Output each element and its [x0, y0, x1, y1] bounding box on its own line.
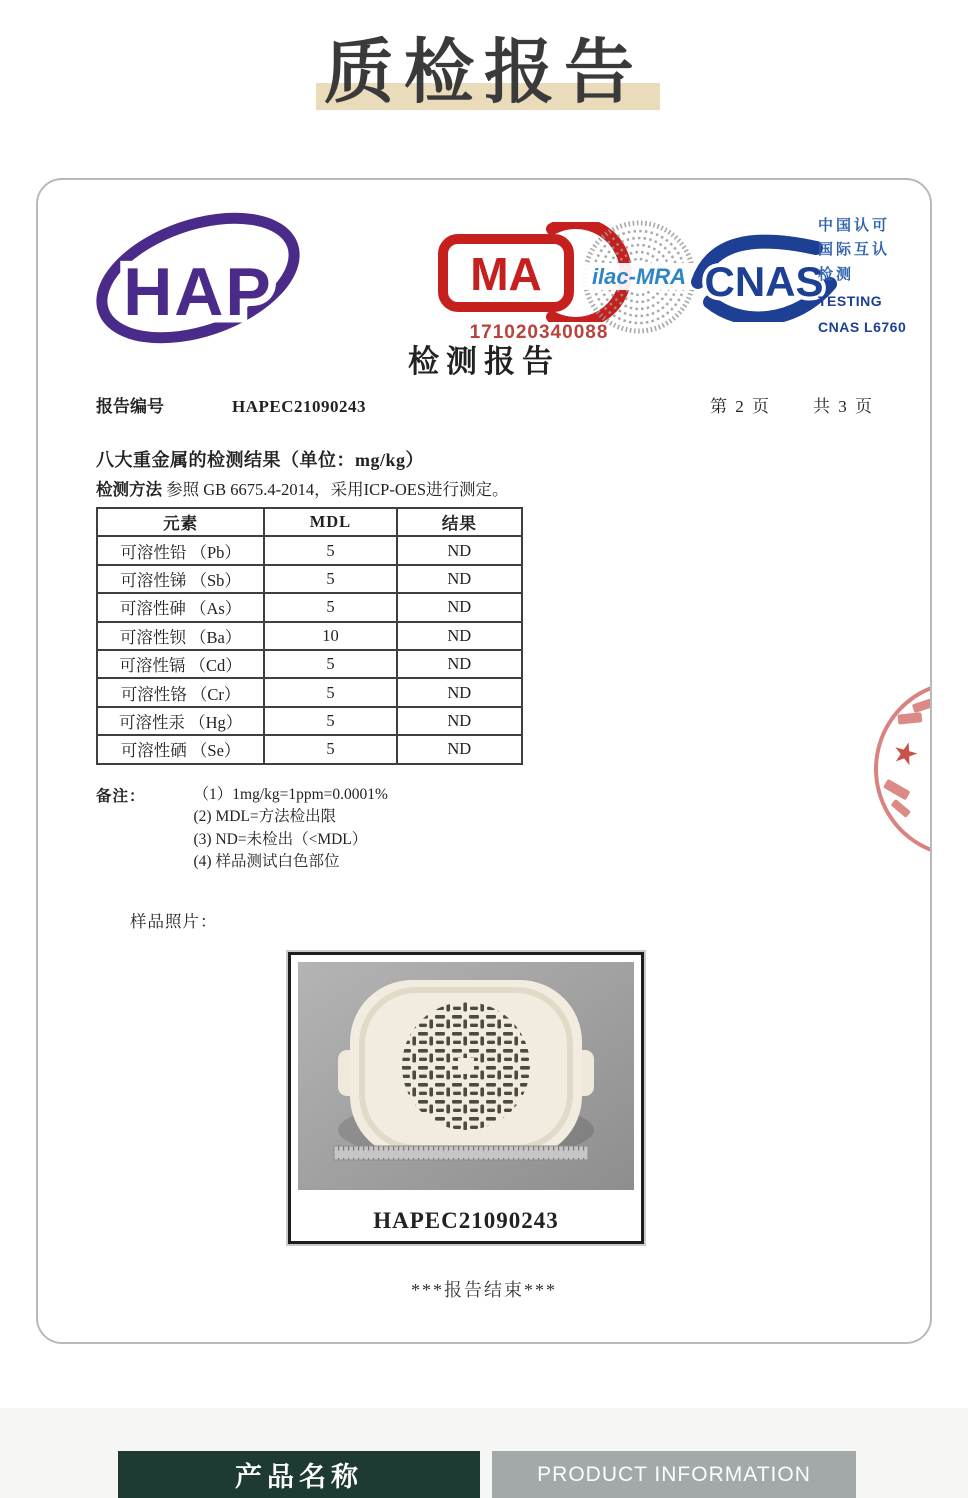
results-cell: 5 — [264, 565, 396, 593]
accreditation-line-en: TESTING — [818, 292, 883, 309]
remarks-label: 备注： — [96, 788, 146, 805]
results-header-cell: 结果 — [397, 508, 522, 536]
results-row — [97, 735, 522, 763]
page-title-text: 质检报告 — [324, 33, 644, 111]
red-seal-stamp — [853, 659, 932, 879]
results-cell: 10 — [264, 622, 396, 650]
results-cell: 可溶性铬 （Cr） — [97, 678, 264, 706]
results-cell: 5 — [264, 678, 396, 706]
accreditation-line: 中国认可 — [818, 217, 891, 234]
remarks-lines — [194, 784, 388, 873]
report-card — [36, 178, 932, 1344]
remark-line: (3) ND=未检出（<MDL） — [193, 830, 368, 848]
accreditation-line-en: CNAS L6760 — [818, 318, 907, 335]
results-cell: ND — [397, 650, 522, 678]
page-current: 第 2 页 — [710, 397, 771, 416]
stamp-fragment — [897, 712, 922, 724]
method-line — [96, 476, 509, 500]
results-cell: ND — [397, 565, 522, 593]
results-cell: 可溶性硒 （Se） — [97, 735, 264, 763]
results-row — [97, 707, 522, 735]
results-cell: ND — [397, 707, 522, 735]
results-cell: 可溶性汞 （Hg） — [97, 707, 264, 735]
results-cell: 可溶性镉 （Cd） — [97, 650, 264, 678]
results-cell: 可溶性钡 （Ba） — [97, 622, 264, 650]
results-table-body — [97, 536, 522, 763]
hap-logo-text: HAP — [123, 254, 273, 330]
results-header-row — [97, 508, 522, 536]
results-cell: 5 — [264, 707, 396, 735]
document-title: 检测报告 — [408, 344, 560, 379]
sample-photo-label: 样品照片： — [130, 912, 218, 931]
results-cell: ND — [397, 678, 522, 706]
results-cell: ND — [397, 593, 522, 621]
cnas-logo-text: CNAS — [704, 258, 824, 305]
method-text: 参照 GB 6675.4-2014，采用ICP-OES进行测定。 — [162, 480, 509, 499]
results-cell: 5 — [264, 536, 396, 564]
results-cell: 5 — [264, 650, 396, 678]
results-cell: 可溶性砷 （As） — [97, 593, 264, 621]
accreditation-line: 国际互认 — [818, 241, 891, 259]
cma-logo-text: MA — [470, 248, 542, 300]
report-end-text: ***报告结束*** — [411, 1280, 557, 1300]
results-row — [97, 536, 522, 564]
results-row — [97, 593, 522, 621]
ilac-mra-text: ilac-MRA — [591, 264, 687, 289]
accreditation-text-block — [818, 214, 930, 338]
remark-line: （1）1mg/kg=1ppm=0.0001% — [193, 786, 388, 803]
results-row — [97, 565, 522, 593]
method-label: 检测方法 — [96, 480, 162, 499]
results-table — [96, 507, 523, 765]
sample-photo-frame — [288, 952, 644, 1244]
results-cell: ND — [397, 735, 522, 763]
remark-line: (4) 样品测试白色部位 — [193, 852, 340, 870]
remark-line: (2) MDL=方法检出限 — [193, 808, 337, 826]
results-cell: 5 — [264, 593, 396, 621]
results-cell: 可溶性铅 （Pb） — [97, 536, 264, 564]
results-row — [97, 622, 522, 650]
results-cell: ND — [397, 536, 522, 564]
remarks-block — [96, 784, 388, 873]
results-header-cell: MDL — [264, 508, 396, 536]
results-row — [97, 678, 522, 706]
cnas-logo-icon — [690, 232, 838, 322]
product-information-banner: PRODUCT INFORMATION — [492, 1451, 856, 1498]
results-table-head — [97, 508, 522, 536]
report-header-row — [96, 392, 874, 417]
page-title — [324, 22, 644, 124]
page-total: 共 3 页 — [813, 397, 874, 416]
results-cell: 可溶性锑 （Sb） — [97, 565, 264, 593]
stamp-fragment — [912, 695, 932, 713]
results-cell: ND — [397, 622, 522, 650]
sample-photo-caption: HAPEC21090243 — [373, 1208, 559, 1233]
results-row — [97, 650, 522, 678]
star-icon: ★ — [887, 734, 923, 774]
report-no-label: 报告编号 — [96, 397, 164, 416]
ilac-mra-seal-icon — [578, 216, 700, 338]
section-title: 八大重金属的检测结果（单位：mg/kg） — [96, 450, 425, 470]
results-header-cell: 元素 — [97, 508, 264, 536]
report-no-value: HAPEC21090243 — [232, 397, 366, 416]
product-name-banner: 产品名称 — [118, 1451, 480, 1498]
stamp-fragment — [883, 779, 911, 801]
sample-photo-image — [298, 962, 634, 1190]
page-title-block — [0, 22, 968, 124]
accreditation-line: 检测 — [818, 265, 855, 283]
cma-certificate-number: 171020340088 — [469, 322, 609, 343]
results-cell: 5 — [264, 735, 396, 763]
stamp-fragment — [891, 799, 911, 818]
ruler — [334, 1146, 588, 1160]
